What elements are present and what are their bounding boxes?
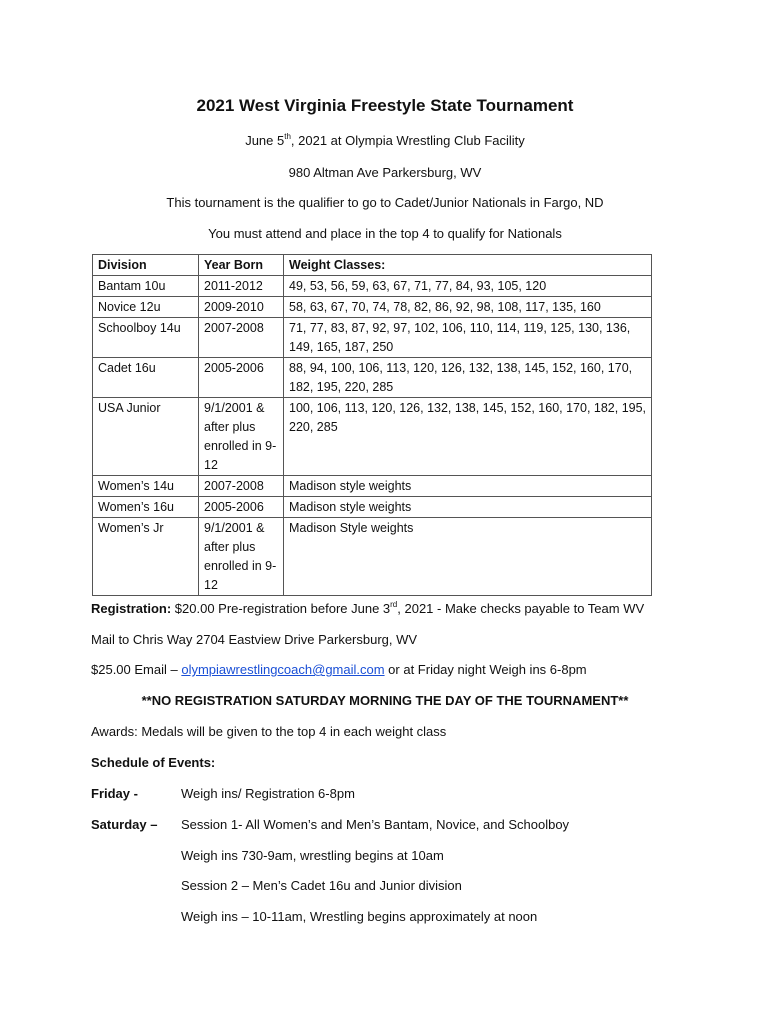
- cell-weights: 58, 63, 67, 70, 74, 78, 82, 86, 92, 98, 108, 117, 135, 160: [284, 297, 652, 318]
- date-suffix: , 2021 at Olympia Wrestling Club Facility: [290, 133, 525, 148]
- cell-division: Cadet 16u: [93, 358, 199, 398]
- cell-division: Women’s 14u: [93, 476, 199, 497]
- cell-weights: Madison style weights: [284, 497, 652, 518]
- cell-year: 9/1/2001 & after plus enrolled in 9-12: [199, 398, 284, 476]
- registration-superscript: rd: [390, 599, 398, 609]
- table-header-row: [93, 255, 652, 276]
- table-row: [93, 398, 652, 476]
- event-date-line: [0, 133, 770, 148]
- saturday-session-2-weighins: Weigh ins – 10-11am, Wrestling begins approximately at noon: [181, 909, 538, 924]
- cell-weights: 88, 94, 100, 106, 113, 120, 126, 132, 138, 145, 152, 160, 170, 182, 195, 220, 285: [284, 358, 652, 398]
- table-row: [93, 358, 652, 398]
- venue-address: 980 Altman Ave Parkersburg, WV: [288, 165, 482, 180]
- date-superscript: th: [284, 131, 291, 141]
- cell-division: Novice 12u: [93, 297, 199, 318]
- schedule-heading: Schedule of Events:: [91, 755, 216, 770]
- header-division: Division: [93, 255, 199, 276]
- cell-year: 2005-2006: [199, 358, 284, 398]
- table-row: [93, 518, 652, 596]
- cell-year: 2005-2006: [199, 497, 284, 518]
- cell-weights: 71, 77, 83, 87, 92, 97, 102, 106, 110, 114, 119, 125, 130, 136, 149, 165, 187, 250: [284, 318, 652, 358]
- mail-line: Mail to Chris Way 2704 Eastview Drive Parkersburg, WV: [91, 632, 418, 647]
- saturday-session-2: Session 2 – Men’s Cadet 16u and Junior division: [181, 878, 462, 893]
- cell-division: Schoolboy 14u: [93, 318, 199, 358]
- header-weight-classes: Weight Classes:: [284, 255, 652, 276]
- qualifier-note: This tournament is the qualifier to go to Cadet/Junior Nationals in Fargo, ND: [166, 195, 604, 210]
- cell-year: 2007-2008: [199, 476, 284, 497]
- divisions-table: [92, 254, 652, 596]
- cell-year: 9/1/2001 & after plus enrolled in 9-12: [199, 518, 284, 596]
- awards-line: Awards: Medals will be given to the top 4 in each weight class: [91, 724, 447, 739]
- date-prefix: June 5: [245, 133, 285, 148]
- requirement-note: You must attend and place in the top 4 to qualify for Nationals: [208, 226, 562, 241]
- saturday-label: Saturday –: [91, 817, 158, 832]
- friday-label: Friday -: [91, 786, 138, 801]
- table-row: [93, 497, 652, 518]
- cell-year: 2009-2010: [199, 297, 284, 318]
- registration-line: [91, 601, 644, 616]
- table-row: [93, 476, 652, 497]
- email-line: [91, 662, 587, 677]
- table-row: [93, 297, 652, 318]
- email-suffix: or at Friday night Weigh ins 6-8pm: [384, 662, 587, 677]
- cell-division: USA Junior: [93, 398, 199, 476]
- cell-year: 2007-2008: [199, 318, 284, 358]
- cell-division: Women’s Jr: [93, 518, 199, 596]
- friday-text: Weigh ins/ Registration 6-8pm: [181, 786, 355, 801]
- table-row: [93, 276, 652, 297]
- document-title: 2021 West Virginia Freestyle State Tournament: [196, 96, 574, 115]
- email-link[interactable]: olympiawrestlingcoach@gmail.com: [181, 662, 385, 677]
- saturday-session-1: Session 1- All Women’s and Men’s Bantam, Novice, and Schoolboy: [181, 817, 570, 832]
- registration-text-pre: $20.00 Pre-registration before June 3: [171, 601, 391, 616]
- registration-text-post: , 2021 - Make checks payable to Team WV: [397, 601, 645, 616]
- cell-weights: 100, 106, 113, 120, 126, 132, 138, 145, 152, 160, 170, 182, 195, 220, 285: [284, 398, 652, 476]
- cell-year: 2011-2012: [199, 276, 284, 297]
- saturday-session-1-weighins: Weigh ins 730-9am, wrestling begins at 10am: [181, 848, 444, 863]
- email-prefix: $25.00 Email –: [91, 662, 182, 677]
- cell-weights: Madison Style weights: [284, 518, 652, 596]
- no-saturday-registration-notice: **NO REGISTRATION SATURDAY MORNING THE DAY OF THE TOURNAMENT**: [141, 693, 629, 708]
- header-year-born: Year Born: [199, 255, 284, 276]
- cell-division: Women’s 16u: [93, 497, 199, 518]
- table-row: [93, 318, 652, 358]
- cell-weights: 49, 53, 56, 59, 63, 67, 71, 77, 84, 93, 105, 120: [284, 276, 652, 297]
- cell-division: Bantam 10u: [93, 276, 199, 297]
- cell-weights: Madison style weights: [284, 476, 652, 497]
- registration-label: Registration:: [91, 601, 172, 616]
